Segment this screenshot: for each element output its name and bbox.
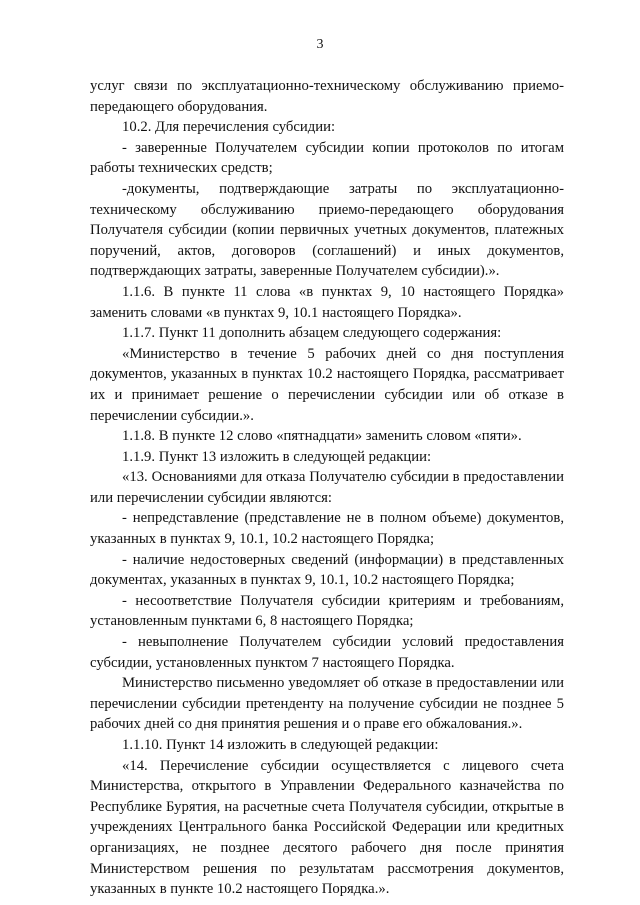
- paragraph: -документы, подтверждающие затраты по эксплуатационно-техническому обслуживанию приемо-передающего оборудования Получателя субсидии (копии первичных учетных документов, платежных поручений, актов, договоров (соглашений) и иных документов, подтверждающих затраты, заверенные Получателем субсидии).».: [90, 180, 564, 280]
- paragraph: 1.1.6. В пункте 11 слова «в пунктах 9, 10 настоящего Порядка» заменить словами «в пунктах 9, 10.1 настоящего Порядка».: [90, 283, 564, 321]
- document-body: [90, 76, 564, 900]
- page-number: 3: [316, 37, 324, 52]
- paragraph: «Министерство в течение 5 рабочих дней со дня поступления документов, указанных в пунктах 10.2 настоящего Порядка, рассматривает их и принимает решение о перечислении субсидии или об отказе в перечислении субсидии.».: [90, 345, 564, 424]
- paragraph: «13. Основаниями для отказа Получателю субсидии в предоставлении или перечислении субсидии являются:: [90, 469, 564, 506]
- paragraph: 1.1.10. Пункт 14 изложить в следующей редакции:: [122, 737, 439, 753]
- paragraph: - наличие недостоверных сведений (информации) в представленных документах, указанных в пунктах 9, 10.1, 10.2 настоящего Порядка;: [90, 551, 564, 589]
- paragraph: - несоответствие Получателя субсидии критериям и требованиям, установленным пунктами 6, 8 настоящего Порядка;: [90, 592, 564, 630]
- paragraph: 1.1.7. Пункт 11 дополнить абзацем следующего содержания:: [122, 325, 502, 342]
- paragraph: Министерство письменно уведомляет об отказе в предоставлении или перечислении субсидии претенденту на получение субсидии не позднее 5 рабочих дней со дня принятия решения и о праве его обжалования.».: [90, 675, 564, 733]
- paragraph: услуг связи по эксплуатационно-техническому обслуживанию приемо-передающего оборудования.: [90, 78, 564, 115]
- paragraph: - непредставление (представление не в полном объеме) документов, указанных в пунктах 9, 10.1, 10.2 настоящего Порядка;: [90, 510, 564, 548]
- paragraph: 10.2. Для перечисления субсидии:: [122, 119, 336, 136]
- paragraph: - заверенные Получателем субсидии копии протоколов по итогам работы технических средств;: [90, 139, 564, 177]
- paragraph: - невыполнение Получателем субсидии условий предоставления субсидии, установленных пунктом 7 настоящего Порядка.: [90, 634, 564, 671]
- paragraph: 1.1.8. В пункте 12 слово «пятнадцати» заменить словом «пяти».: [122, 428, 522, 445]
- paragraph: 1.1.9. Пункт 13 изложить в следующей редакции:: [122, 448, 432, 465]
- paragraph: «14. Перечисление субсидии осуществляется с лицевого счета Министерства, открытого в Управлении Федерального казначейства по Республике Бурятия, на расчетные счета Получателя субсидии, открытые в учреждениях Центрального банка Российской Федерации или кредитных организациях, не позднее десятого рабочего дня после принятия Министерством решения по результатам рассмотрения документов, указанных в пункте 10.2 настоящего Порядка.».: [90, 757, 564, 898]
